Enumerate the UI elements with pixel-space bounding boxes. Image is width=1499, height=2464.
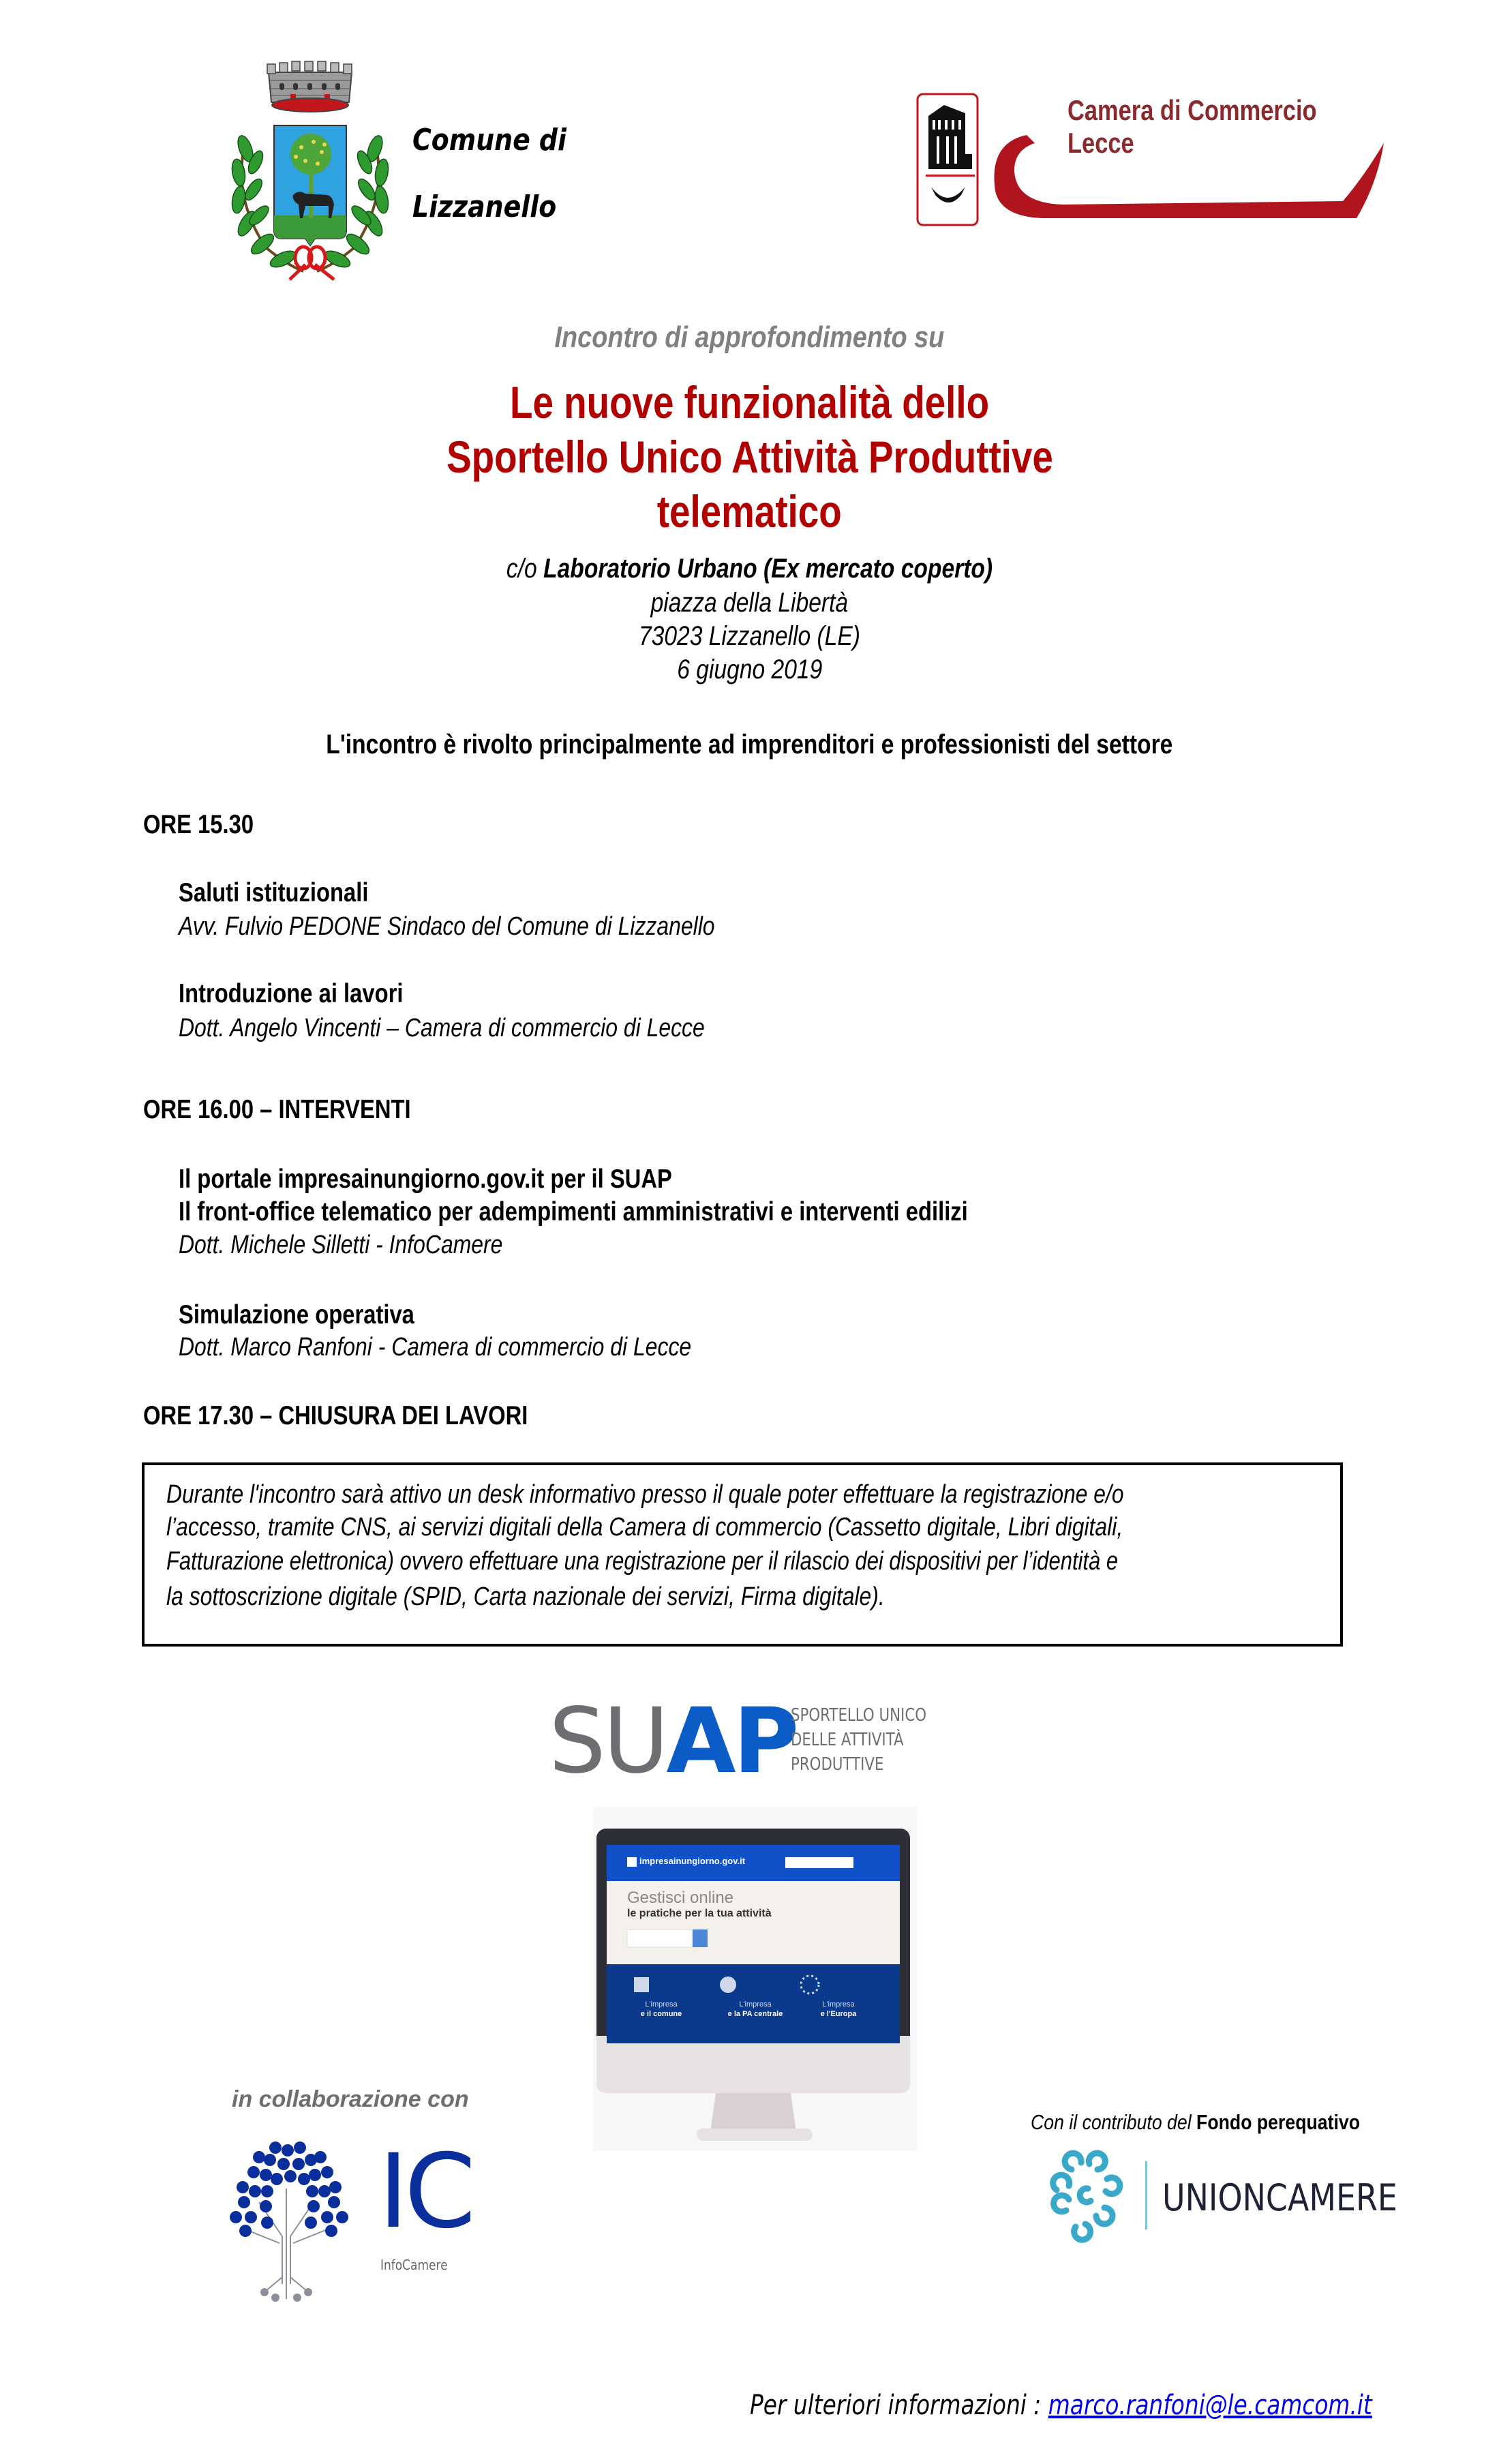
agenda-item-title: Il portale impresainungiorno.gov.it per il SUAP [179,1165,672,1194]
venue [0,554,1499,584]
contact-footer [750,2390,1372,2421]
screen-card [614,2000,709,2019]
crown-icon [267,61,352,112]
event-title-line-2 [0,431,1499,483]
agenda-item-speaker: Dott. Marco Ranfoni - Camera di commercio di Lecce [179,1333,692,1362]
suap-mark-gray: SU [549,1689,667,1794]
infocamere-mark: IC [378,2133,472,2251]
screen-card-top: L'impresa [822,2000,855,2009]
municipality-name-line-1: Comune di [412,123,566,157]
agenda-item-title-2: Il front-office telematico per adempimenti amministrativi e interventi edilizi [179,1197,968,1227]
target-audience [0,730,1499,760]
agenda-item-title: Introduzione ai lavori [179,979,404,1008]
venue-prefix: c/o [506,554,537,584]
screen-card [708,2000,803,2019]
monitor-illustration [593,1807,917,2151]
unioncamere-name: UNIONCAMERE [1162,2176,1397,2219]
venue-city-text: 73023 Lizzanello (LE) [638,621,860,651]
infocamere-logo [225,2120,474,2304]
suap-tagline-line: SPORTELLO UNICO [791,1705,926,1726]
target-audience-text: L'incontro è rivolto principalmente ad imprenditori e professionisti del settore [326,730,1173,760]
suap-mark [549,1689,797,1794]
event-date [0,655,1499,685]
contribution-prefix: Con il contributo del [1031,2110,1192,2134]
screen-card [791,2000,886,2019]
event-subtitle-text: Incontro di approfondimento su [554,320,945,354]
screen-site-name: impresainungiorno.gov.it [639,1856,746,1866]
suap-mark-blue: AP [666,1689,797,1794]
venue-address [0,588,1499,618]
info-line: l’accesso, tramite CNS, ai servizi digitali della Camera di commercio (Cassetto digitale, Libri digitali, [166,1513,1123,1542]
unioncamere-logo [1036,2141,1397,2250]
agenda-item-title: Simulazione operativa [179,1300,414,1329]
collaboration-label: in collaborazione con [232,2086,469,2112]
screen-card-bottom: e l'Europa [820,2010,857,2018]
event-title-line-1 [0,376,1499,428]
agenda-item-speaker: Dott. Michele Silletti - InfoCamere [179,1231,503,1259]
event-subtitle [0,320,1499,355]
screen-hero-bold: le pratiche per la tua attività [627,1908,772,1919]
info-line: Fatturazione elettronica) ovvero effettuare una registrazione per il rilascio dei dispositivi per l’identità e [166,1547,1119,1576]
chamber-name-line-1: Camera di Commercio [1068,94,1317,126]
screen-card-bottom: e la PA centrale [727,2010,783,2018]
contact-email-link[interactable]: marco.ranfoni@le.camcom.it [1048,2390,1372,2421]
event-title-text: telematico [657,486,842,537]
suap-tagline-line: DELLE ATTIVITÀ [791,1730,904,1750]
contribution-label [1031,2110,1360,2135]
suap-logo [549,1689,958,1799]
info-line: la sottoscrizione digitale (SPID, Carta nazionale dei servizi, Firma digitale). [166,1582,885,1611]
infocamere-name: InfoCamere [380,2257,448,2273]
info-line: Durante l'incontro sarà attivo un desk informativo presso il quale poter effettuare la registrazione e/o [166,1480,1124,1509]
screen-card-bottom: e il comune [640,2010,682,2018]
agenda-item-title: Saluti istituzionali [179,878,369,907]
venue-name: Laboratorio Urbano (Ex mercato coperto) [543,554,993,584]
contribution-fund: Fondo perequativo [1196,2110,1360,2134]
screen-card-top: L'impresa [645,2000,678,2009]
event-title-line-3 [0,485,1499,537]
screen-card-top: L'impresa [739,2000,772,2009]
event-date-text: 6 giugno 2019 [676,655,822,685]
chamber-name-line-2: Lecce [1068,127,1134,159]
shield-icon [274,125,346,245]
unioncamere-divider [1145,2161,1147,2229]
coat-of-arms-icon [225,60,395,282]
venue-city [0,621,1499,652]
screen-hero-light: Gestisci online [627,1889,734,1907]
suap-tagline-line: PRODUTTIVE [791,1754,884,1775]
venue-text [506,554,993,584]
municipality-name-line-2: Lizzanello [412,190,557,224]
info-desk-notice [142,1462,1343,1647]
time-slot-1730: ORE 17.30 – CHIUSURA DEI LAVORI [143,1401,528,1430]
agenda-item-speaker: Dott. Angelo Vincenti – Camera di commercio di Lecce [179,1014,705,1042]
time-slot-1530: ORE 15.30 [143,810,254,839]
comune-coat-of-arms [225,60,395,282]
suap-tagline [791,1703,926,1777]
unioncamere-emblem-icon [1036,2141,1145,2250]
event-title-text: Sportello Unico Attività Produttive [446,432,1053,482]
contact-label: Per ulteriori informazioni : [750,2390,1048,2421]
venue-address-text: piazza della Libertà [650,588,849,618]
event-title-text: Le nuove funzionalità dello [509,377,990,427]
agenda-item-speaker: Avv. Fulvio PEDONE Sindaco del Comune di Lizzanello [179,912,715,941]
chamber-of-commerce-logo [907,89,1387,235]
time-slot-1600: ORE 16.00 – INTERVENTI [143,1095,411,1124]
